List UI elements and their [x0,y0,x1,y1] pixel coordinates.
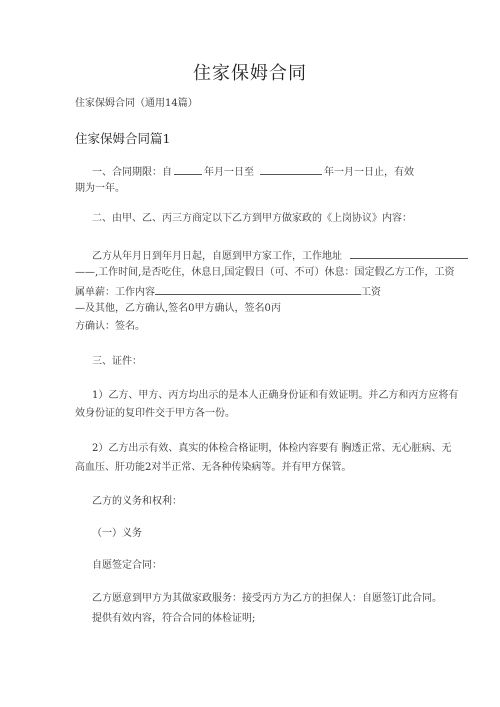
term-line-continued: 期为一年。 [75,183,125,194]
voluntary-signing-detail: 乙方愿意到甲方为其做家政服务：接受丙方为乙方的担保人：自愿签订此合同。 [92,593,442,604]
term-start-blank [174,164,202,175]
agreement-intro: 二、由甲、乙、丙三方商定以下乙方到甲方做家政的《上岗协议》内容： [92,213,412,224]
work-address-blank [350,248,468,259]
certificates-item-2-line-1: 2）乙方出示有效、真实的体检合格证明，体检内容要有 胸透正常、无心脏病、无 [92,443,452,454]
work-line-5: 方确认：签名。 [75,321,145,332]
term-end-blank [260,164,322,175]
voluntary-signing: 自愿签定合同： [92,560,162,571]
wage-text: 工资 [361,287,381,298]
work-line-1 [92,248,468,264]
term-line [92,164,414,180]
work-content-text: 属单薪：工作内容 [75,287,155,298]
certificates-item-1-line-1: 1）乙方、甲方、丙方均出示的是本人正确身份证和有效证明。并乙方和丙方应将有 [92,390,459,401]
certificates-item-1-line-2: 效身份证的复印件交于甲方各一份。 [75,408,235,419]
health-certificate-item: 提供有效内容，符合合同的体检证明; [92,613,256,624]
document-subtitle: 住家保姆合同（通用14篇） [75,98,198,109]
document-title: 住家保姆合同 [193,63,307,84]
work-line-2: ——,工作时间,是否吃住，休息日,国定假日（可、不可）休息：国定假乙方工作，工资 [75,267,455,278]
work-address-text: 乙方从年月日到年月日起，自愿到甲方家工作，工作地址 [92,251,342,262]
work-line-4: —及其他，乙方确认,签名0甲方确认，签名0丙 [75,303,281,314]
term-text-middle: 年月一日至 [204,167,254,178]
work-line-3 [75,284,381,300]
term-text-start: 一、合同期限：自 [92,167,172,178]
party-b-rights-heading: 乙方的义务和权利： [92,496,182,507]
certificates-heading: 三、证件： [92,356,142,367]
work-content-blank [155,284,361,295]
term-text-end: 年一月一日止，有效 [324,167,414,178]
certificates-item-2-line-2: 高血压、肝功能2对半正常、无各种传染病等。并有甲方保管。 [75,462,352,473]
section-title: 住家保姆合同篇1 [75,131,171,146]
obligations-heading: （一）义务 [92,528,142,539]
